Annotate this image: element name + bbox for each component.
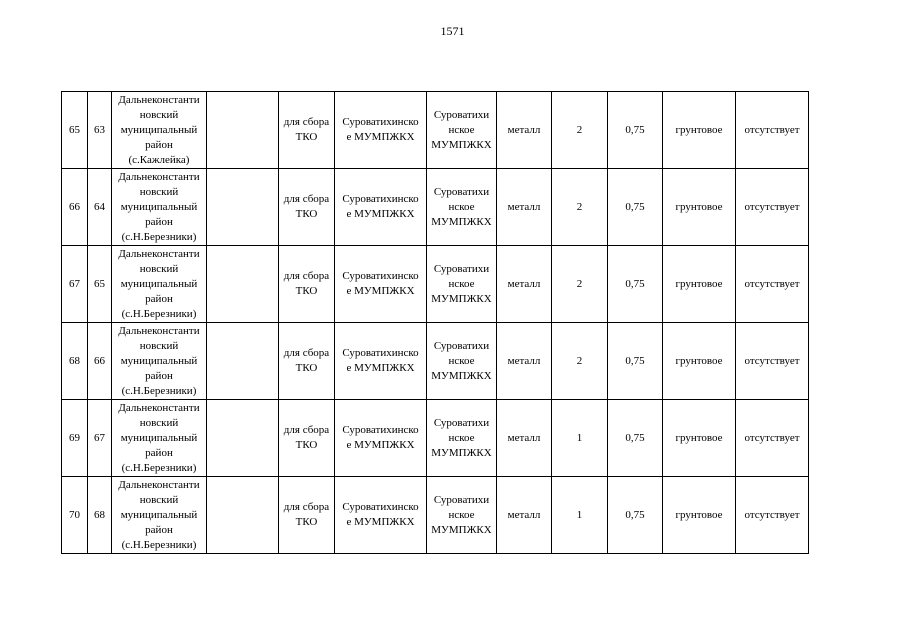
cell-container-count: 1 xyxy=(552,477,608,554)
cell-operator xyxy=(335,477,427,554)
cell-district-line: Дальнеконстанти xyxy=(118,170,200,183)
cell-district-line: (с.Кажлейка) xyxy=(128,153,190,166)
cell-material: металл xyxy=(497,169,552,246)
cell-empty xyxy=(207,477,279,554)
cell-container-count: 2 xyxy=(552,323,608,400)
cell-site-number: 65 xyxy=(88,246,112,323)
cell-fence: отсутствует xyxy=(736,400,809,477)
cell-operator xyxy=(335,92,427,169)
cell-owner-line: Суроватихи xyxy=(433,262,490,275)
cell-operator-line: Суроватихинско xyxy=(342,116,419,128)
cell-district-line: новский xyxy=(139,416,179,429)
cell-material: металл xyxy=(497,323,552,400)
cell-row-number: 70 xyxy=(62,477,88,554)
cell-purpose-line: ТКО xyxy=(295,516,318,528)
cell-container-count: 2 xyxy=(552,169,608,246)
cell-site-number: 63 xyxy=(88,92,112,169)
cell-owner-line: нское xyxy=(448,200,475,213)
table-row xyxy=(62,400,809,477)
cell-owner-line: МУМПЖКХ xyxy=(431,369,492,382)
cell-purpose-line: ТКО xyxy=(295,208,318,220)
cell-operator-line: Суроватихинско xyxy=(342,501,419,513)
cell-purpose-line: для сбора xyxy=(283,424,330,436)
cell-purpose-line: ТКО xyxy=(295,439,318,451)
cell-owner-line: нское xyxy=(448,354,475,367)
cell-container-volume: 0,75 xyxy=(608,323,663,400)
table-row xyxy=(62,246,809,323)
cell-purpose xyxy=(279,92,335,169)
waste-sites-table xyxy=(61,91,809,554)
cell-surface: грунтовое xyxy=(663,323,736,400)
cell-surface: грунтовое xyxy=(663,400,736,477)
cell-container-volume: 0,75 xyxy=(608,477,663,554)
table-row xyxy=(62,92,809,169)
cell-district-line: новский xyxy=(139,339,179,352)
cell-district-line: муниципальный xyxy=(120,508,198,521)
cell-container-count: 2 xyxy=(552,246,608,323)
cell-owner-line: нское xyxy=(448,508,475,521)
cell-owner-line: МУМПЖКХ xyxy=(431,446,492,459)
cell-operator-line: е МУМПЖКХ xyxy=(346,285,415,297)
cell-owner-line: нское xyxy=(448,123,475,136)
cell-district-line: муниципальный xyxy=(120,123,198,136)
cell-owner-line: Суроватихи xyxy=(433,416,490,429)
cell-district-line: (с.Н.Березники) xyxy=(121,230,197,243)
table-row xyxy=(62,169,809,246)
cell-owner-line: Суроватихи xyxy=(433,185,490,198)
table-body xyxy=(62,92,809,554)
cell-operator-line: е МУМПЖКХ xyxy=(346,208,415,220)
cell-district-line: (с.Н.Березники) xyxy=(121,384,197,397)
cell-operator-line: Суроватихинско xyxy=(342,347,419,359)
cell-row-number: 68 xyxy=(62,323,88,400)
cell-district-line: район xyxy=(145,292,173,305)
cell-owner-line: Суроватихи xyxy=(433,339,490,352)
table-row xyxy=(62,477,809,554)
cell-purpose-line: ТКО xyxy=(295,362,318,374)
cell-district-line: Дальнеконстанти xyxy=(118,93,200,106)
cell-purpose xyxy=(279,246,335,323)
cell-purpose-line: для сбора xyxy=(283,347,330,359)
cell-operator xyxy=(335,246,427,323)
cell-material: металл xyxy=(497,92,552,169)
cell-district-line: Дальнеконстанти xyxy=(118,247,200,260)
cell-site-number: 68 xyxy=(88,477,112,554)
cell-owner xyxy=(427,477,497,554)
cell-fence: отсутствует xyxy=(736,92,809,169)
cell-operator xyxy=(335,400,427,477)
cell-purpose-line: ТКО xyxy=(295,285,318,297)
cell-owner xyxy=(427,92,497,169)
cell-owner-line: нское xyxy=(448,431,475,444)
cell-owner xyxy=(427,169,497,246)
cell-material: металл xyxy=(497,400,552,477)
cell-container-volume: 0,75 xyxy=(608,400,663,477)
cell-purpose-line: для сбора xyxy=(283,193,330,205)
cell-district xyxy=(112,169,207,246)
cell-district-line: муниципальный xyxy=(120,277,198,290)
cell-empty xyxy=(207,169,279,246)
cell-district-line: муниципальный xyxy=(120,354,198,367)
cell-district-line: муниципальный xyxy=(120,431,198,444)
cell-operator-line: е МУМПЖКХ xyxy=(346,362,415,374)
cell-fence: отсутствует xyxy=(736,323,809,400)
cell-operator-line: е МУМПЖКХ xyxy=(346,516,415,528)
cell-fence: отсутствует xyxy=(736,477,809,554)
cell-operator xyxy=(335,323,427,400)
cell-row-number: 65 xyxy=(62,92,88,169)
cell-purpose xyxy=(279,477,335,554)
cell-material: металл xyxy=(497,477,552,554)
cell-site-number: 67 xyxy=(88,400,112,477)
cell-district-line: район xyxy=(145,446,173,459)
cell-district-line: район xyxy=(145,138,173,151)
cell-material: металл xyxy=(497,246,552,323)
cell-owner xyxy=(427,323,497,400)
cell-empty xyxy=(207,323,279,400)
cell-surface: грунтовое xyxy=(663,477,736,554)
cell-operator-line: Суроватихинско xyxy=(342,270,419,282)
cell-district-line: новский xyxy=(139,493,179,506)
cell-owner-line: МУМПЖКХ xyxy=(431,523,492,536)
cell-district xyxy=(112,246,207,323)
cell-container-volume: 0,75 xyxy=(608,92,663,169)
cell-fence: отсутствует xyxy=(736,169,809,246)
cell-operator-line: е МУМПЖКХ xyxy=(346,439,415,451)
cell-container-volume: 0,75 xyxy=(608,169,663,246)
cell-operator-line: Суроватихинско xyxy=(342,193,419,205)
table-row xyxy=(62,323,809,400)
cell-district xyxy=(112,400,207,477)
cell-district-line: район xyxy=(145,523,173,536)
cell-purpose-line: для сбора xyxy=(283,270,330,282)
cell-purpose-line: для сбора xyxy=(283,116,330,128)
cell-owner-line: МУМПЖКХ xyxy=(431,215,492,228)
cell-district-line: новский xyxy=(139,262,179,275)
cell-owner xyxy=(427,400,497,477)
cell-container-count: 2 xyxy=(552,92,608,169)
cell-operator-line: е МУМПЖКХ xyxy=(346,131,415,143)
cell-container-count: 1 xyxy=(552,400,608,477)
cell-district-line: Дальнеконстанти xyxy=(118,478,200,491)
cell-owner-line: МУМПЖКХ xyxy=(431,138,492,151)
cell-row-number: 66 xyxy=(62,169,88,246)
cell-empty xyxy=(207,400,279,477)
cell-owner-line: МУМПЖКХ xyxy=(431,292,492,305)
cell-purpose-line: для сбора xyxy=(283,501,330,513)
cell-row-number: 67 xyxy=(62,246,88,323)
cell-container-volume: 0,75 xyxy=(608,246,663,323)
cell-site-number: 64 xyxy=(88,169,112,246)
cell-district xyxy=(112,477,207,554)
cell-row-number: 69 xyxy=(62,400,88,477)
cell-operator-line: Суроватихинско xyxy=(342,424,419,436)
cell-surface: грунтовое xyxy=(663,169,736,246)
cell-district-line: муниципальный xyxy=(120,200,198,213)
cell-district-line: (с.Н.Березники) xyxy=(121,538,197,551)
cell-surface: грунтовое xyxy=(663,246,736,323)
cell-owner-line: Суроватихи xyxy=(433,493,490,506)
cell-purpose xyxy=(279,400,335,477)
page-number: 1571 xyxy=(440,24,465,38)
cell-district-line: район xyxy=(145,369,173,382)
cell-owner-line: нское xyxy=(448,277,475,290)
cell-district-line: Дальнеконстанти xyxy=(118,324,200,337)
cell-purpose-line: ТКО xyxy=(295,131,318,143)
cell-site-number: 66 xyxy=(88,323,112,400)
cell-district-line: (с.Н.Березники) xyxy=(121,307,197,320)
cell-district xyxy=(112,92,207,169)
cell-owner-line: Суроватихи xyxy=(433,108,490,121)
cell-district-line: новский xyxy=(139,185,179,198)
cell-district xyxy=(112,323,207,400)
cell-operator xyxy=(335,169,427,246)
cell-purpose xyxy=(279,323,335,400)
cell-district-line: (с.Н.Березники) xyxy=(121,461,197,474)
cell-empty xyxy=(207,92,279,169)
cell-surface: грунтовое xyxy=(663,92,736,169)
cell-purpose xyxy=(279,169,335,246)
cell-owner xyxy=(427,246,497,323)
cell-fence: отсутствует xyxy=(736,246,809,323)
cell-empty xyxy=(207,246,279,323)
cell-district-line: новский xyxy=(139,108,179,121)
cell-district-line: Дальнеконстанти xyxy=(118,401,200,414)
cell-district-line: район xyxy=(145,215,173,228)
